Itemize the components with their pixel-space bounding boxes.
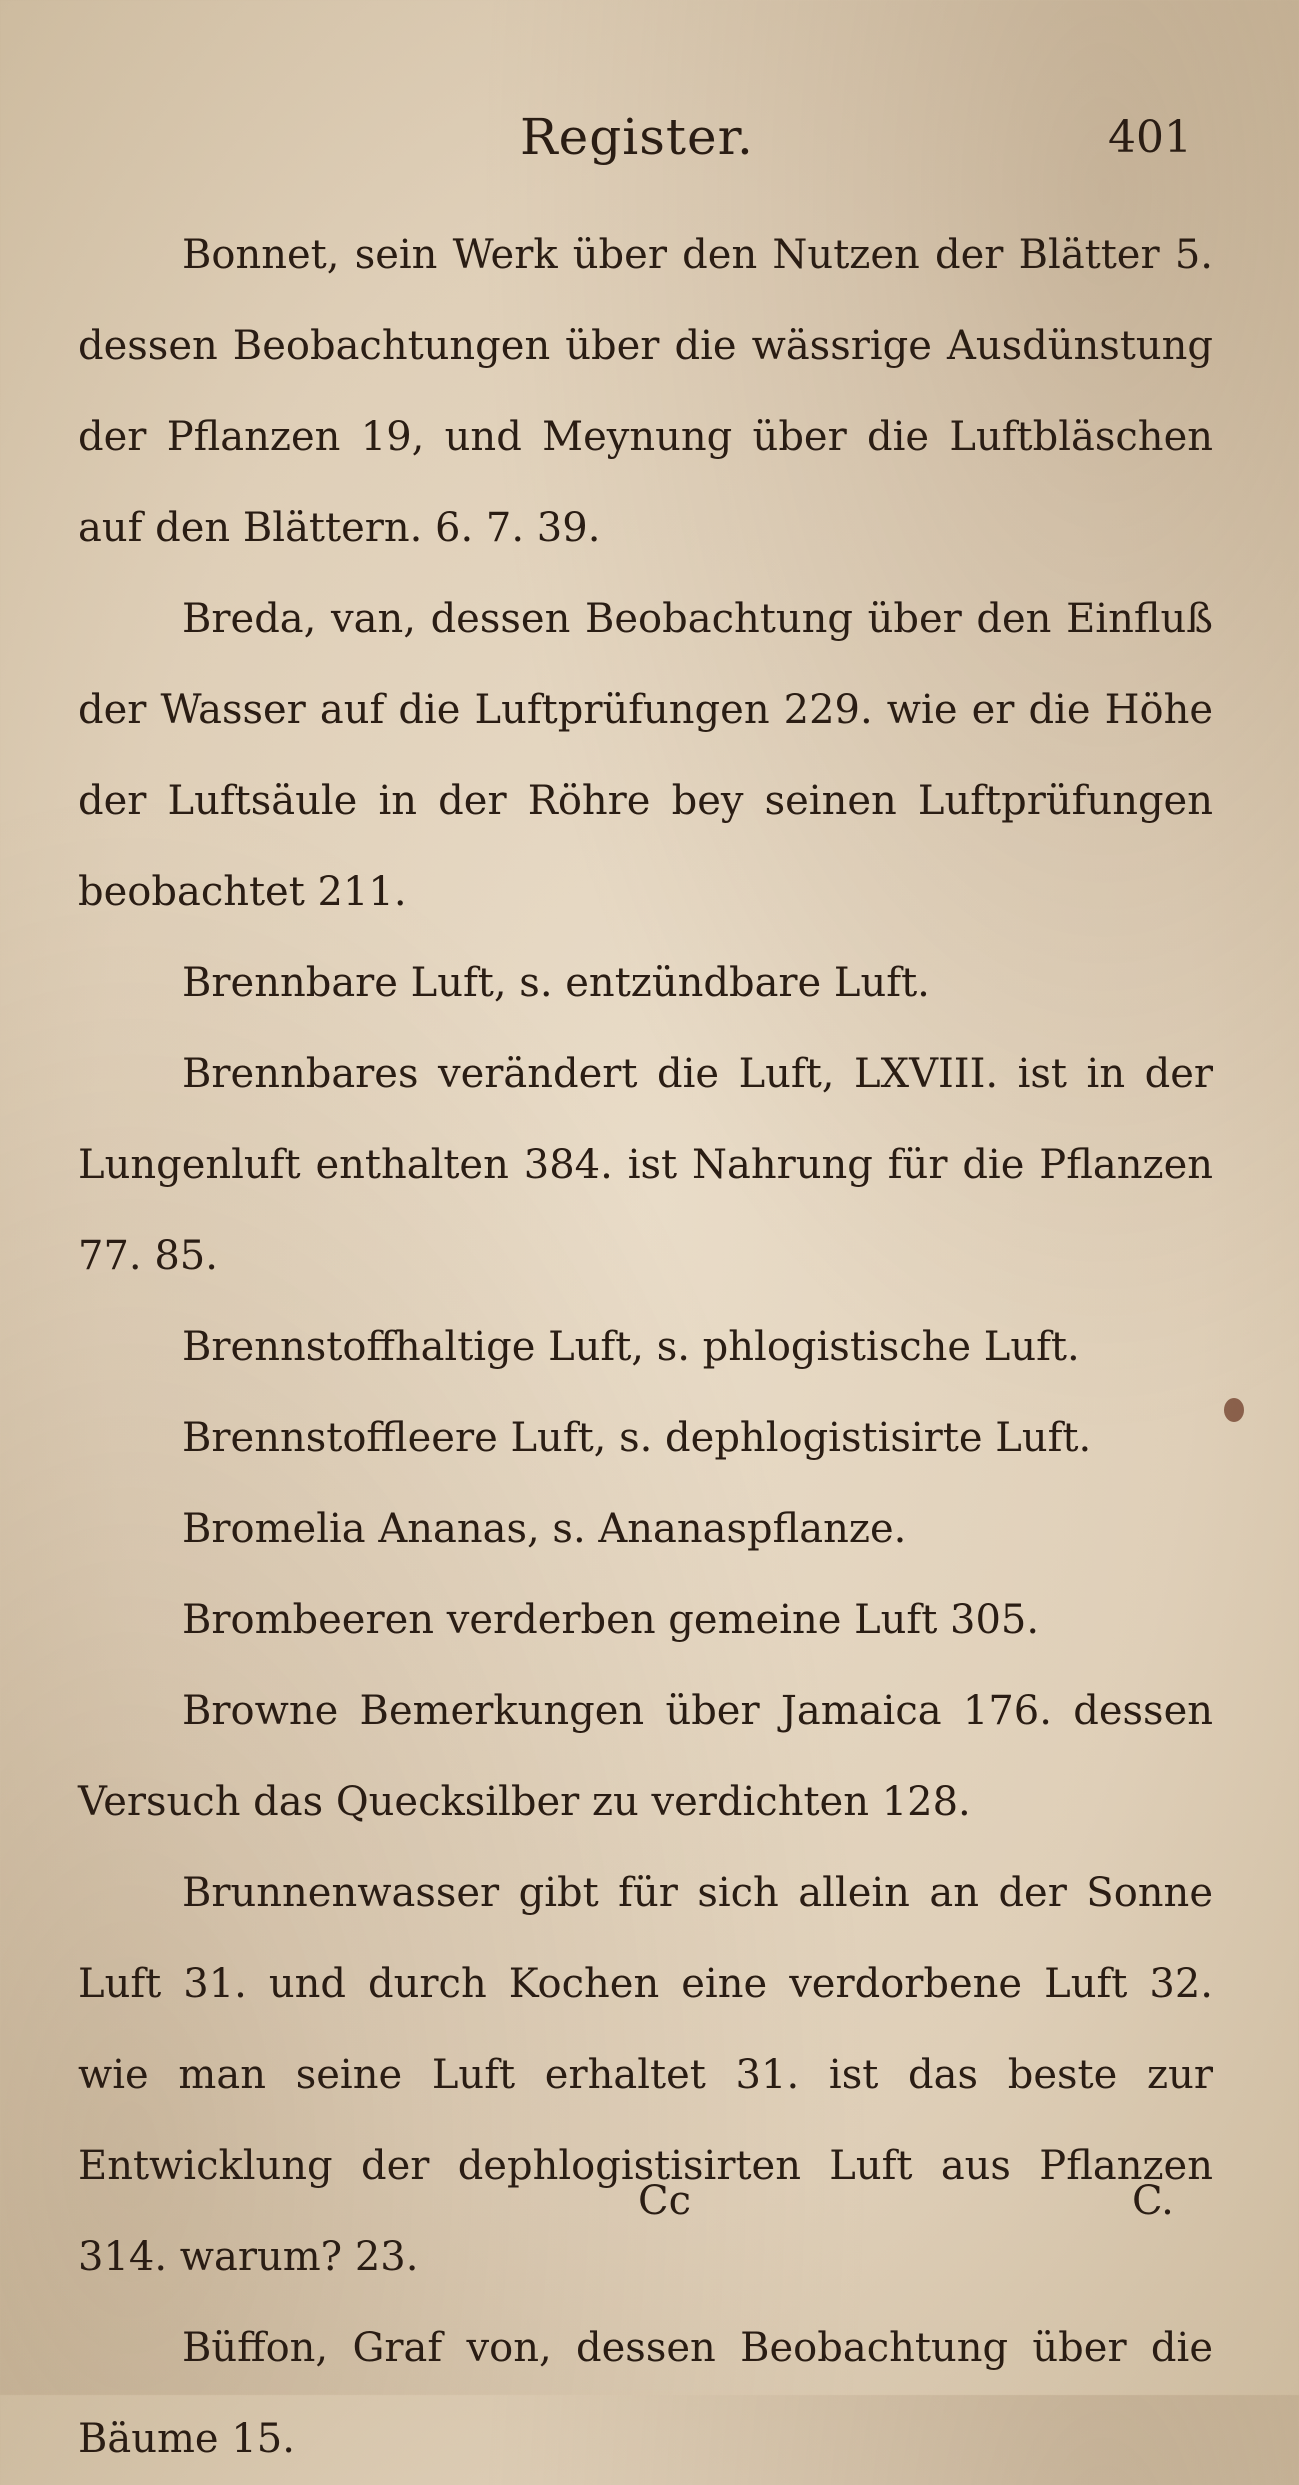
ink-stain <box>1224 1398 1244 1422</box>
running-header-title: Register. <box>520 108 754 166</box>
register-entries <box>78 210 1213 2485</box>
register-entry-brennstoffleere-luft: Brennstoffleere Luft, s. dephlogistisirte Luft. <box>182 1415 1092 1461</box>
register-entry-bonnet: Bonnet, sein Werk über den Nutzen der Blätter 5. dessen Beobachtungen über die wässrige Ausdünstung der Pflanzen 19, und Meynung über die Luftbläschen auf den Blättern. 6. 7. 39. <box>78 232 1213 551</box>
register-entry-bromelia: Bromelia Ananas, s. Ananaspflanze. <box>182 1506 907 1552</box>
register-entry-brunnenwasser: Brunnenwasser gibt für sich allein an der Sonne Luft 31. und durch Kochen eine verdorbene Luft 32. wie man seine Luft erhaltet 31. ist das beste zur Entwicklung der dephlogistisirten Luft aus Pflanzen 314. warum? 23. <box>78 1870 1213 2280</box>
register-entry-bueffon: Büffon, Graf von, dessen Beobachtung über die Bäume 15. <box>78 2325 1213 2462</box>
page-number: 401 <box>1108 112 1192 163</box>
register-entry-breda: Breda, van, dessen Beobachtung über den Einfluß der Wasser auf die Luftprüfungen 229. wie er die Höhe der Luftsäule in der Röhre bey seinen Luftprüfungen beobachtet 211. <box>78 596 1213 915</box>
catchword: C. <box>1132 2178 1174 2224</box>
register-entry-brennbares: Brennbares verändert die Luft, LXVIII. ist in der Lungenluft enthalten 384. ist Nahrung für die Pflanzen 77. 85. <box>78 1051 1213 1279</box>
register-entry-browne: Browne Bemerkungen über Jamaica 176. dessen Versuch das Quecksilber zu verdichten 128. <box>78 1688 1213 1825</box>
register-entry-brombeeren: Brombeeren verderben gemeine Luft 305. <box>182 1597 1040 1643</box>
register-entry-brennbare-luft: Brennbare Luft, s. entzündbare Luft. <box>182 960 930 1006</box>
register-entry-brennstoffhaltige-luft: Brennstoffhaltige Luft, s. phlogistische Luft. <box>182 1324 1080 1370</box>
signature-mark: Cc <box>638 2178 692 2224</box>
